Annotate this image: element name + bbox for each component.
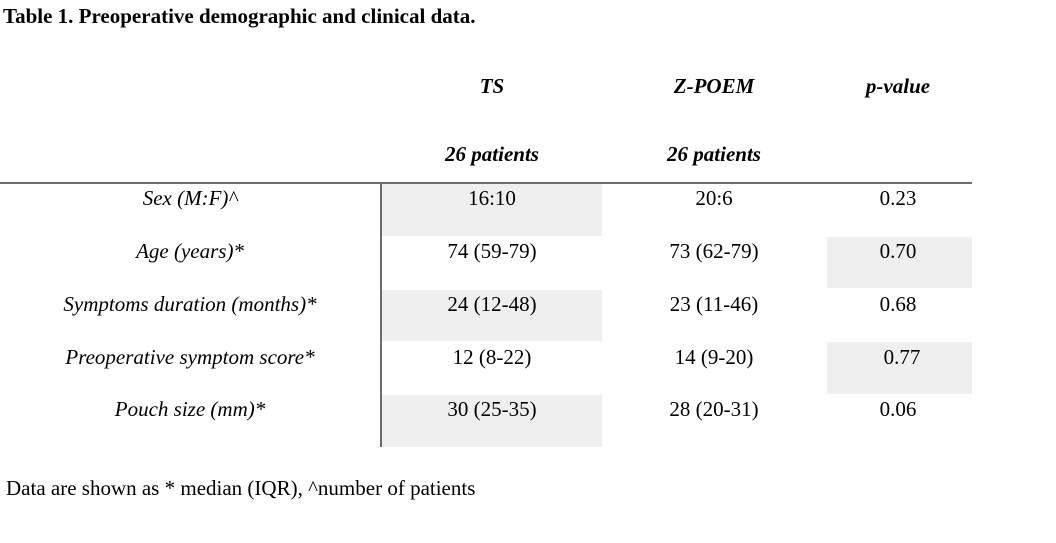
cell-ts: 24 (12-48) <box>447 292 537 316</box>
cell-pvalue: 0.70 <box>879 239 917 263</box>
cell-pvalue: 0.06 <box>879 397 917 421</box>
cell-zpoem: 14 (9-20) <box>674 345 754 369</box>
cell-ts: 74 (59-79) <box>447 239 537 263</box>
table-footnote: Data are shown as * median (IQR), ^number of patients <box>6 476 476 500</box>
table-top-rule <box>0 182 972 184</box>
table-vertical-rule <box>380 183 382 447</box>
table-title: Table 1. Preoperative demographic and clinical data. <box>3 4 476 28</box>
column-subheader-ts: 26 patients <box>445 142 539 166</box>
row-label: Preoperative symptom score* <box>65 345 315 369</box>
cell-ts: 16:10 <box>468 186 516 210</box>
cell-zpoem: 73 (62-79) <box>669 239 759 263</box>
row-label: Age (years)* <box>136 239 244 263</box>
row-label: Pouch size (mm)* <box>114 397 266 421</box>
row-label: Symptoms duration (months)* <box>63 292 317 316</box>
row-label: Sex (M:F)^ <box>142 186 238 210</box>
column-header-ts: TS <box>479 74 505 98</box>
column-header-zpoem: Z-POEM <box>673 74 755 98</box>
column-subheader-zpoem: 26 patients <box>667 142 761 166</box>
column-header-pvalue: p-value <box>865 74 931 98</box>
cell-pvalue: 0.77 <box>883 345 921 369</box>
cell-zpoem: 28 (20-31) <box>669 397 759 421</box>
cell-ts: 30 (25-35) <box>447 397 537 421</box>
cell-zpoem: 20:6 <box>695 186 733 210</box>
cell-zpoem: 23 (11-46) <box>669 292 759 316</box>
cell-pvalue: 0.23 <box>879 186 917 210</box>
cell-ts: 12 (8-22) <box>452 345 532 369</box>
cell-pvalue: 0.68 <box>879 292 917 316</box>
